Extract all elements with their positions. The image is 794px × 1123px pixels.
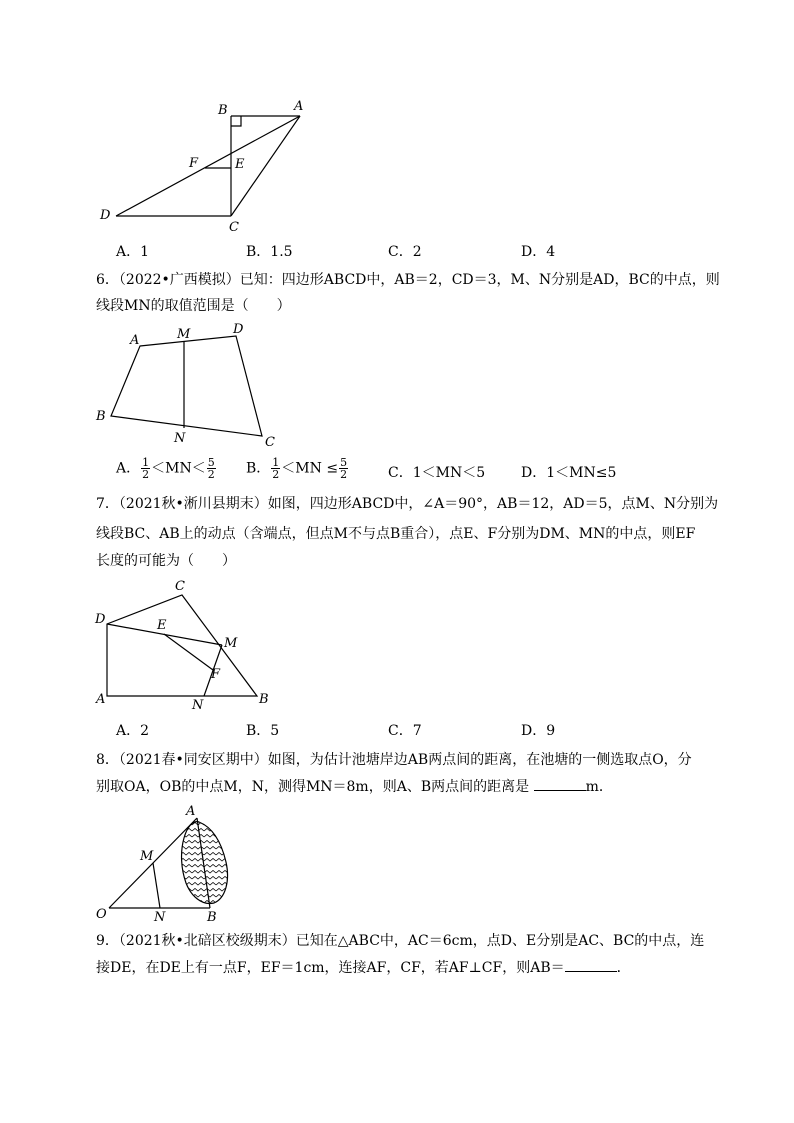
q9-stem-line2 xyxy=(96,958,716,978)
q5-label-a: A xyxy=(294,99,304,114)
q8-unit: m． xyxy=(585,779,613,795)
q6-option-b[interactable]: B． $\frac{1}{2}$ ＜MN ≤ $\frac{5}{2}$ xyxy=(246,456,348,481)
q5-label-f: F xyxy=(189,156,199,171)
q6-quadrilateral xyxy=(111,336,262,436)
q9-stem-text: 接DE，在DE上有一点F，EF＝1cm，连接AF，CF，若AF⊥CF，则AB＝ xyxy=(96,960,565,976)
q6-option-d[interactable]: D．1＜MN≤5 xyxy=(521,465,617,481)
q6-label-b: B xyxy=(96,409,106,424)
q8-label-b: B xyxy=(207,910,217,925)
q7-stem-line2: 线段BC、AB上的动点（含端点，但点M不与点B重合），点E、F分别为DM、MN的中点，则EF xyxy=(96,526,696,542)
q8-label-n: N xyxy=(154,910,166,925)
q7-label-e: E xyxy=(157,618,167,633)
q5-label-b: B xyxy=(218,103,228,118)
q6-label-m: M xyxy=(177,327,191,342)
q8-stem-line2 xyxy=(96,777,716,797)
q9-end-mark: ． xyxy=(616,960,631,976)
q8-figure xyxy=(90,800,250,925)
q5-right-angle-mark xyxy=(231,116,241,126)
q6-label-n: N xyxy=(174,431,186,446)
q6-stem-line1: 6．（2022•广西模拟）已知：四边形ABCD中，AB＝2，CD＝3，M、N分别是AD，BC的中点，则 xyxy=(96,272,720,288)
q8-pond-shape xyxy=(182,822,228,904)
q7-label-m: M xyxy=(224,636,238,651)
q6-label-a: A xyxy=(130,333,140,348)
q5-option-a[interactable]: A．1 xyxy=(116,244,150,260)
q6-label-d: D xyxy=(233,322,244,337)
q7-label-f: F xyxy=(211,667,221,682)
q7-label-a: A xyxy=(96,692,106,707)
q5-label-c: C xyxy=(229,220,239,235)
q6-label-c: C xyxy=(265,435,275,450)
q6-option-c[interactable]: C．1＜MN＜5 xyxy=(388,465,486,481)
q5-option-d[interactable]: D．4 xyxy=(521,244,556,260)
q6-option-a[interactable]: A． $\frac{1}{2}$ ＜MN＜ $\frac{5}{2}$ xyxy=(116,456,215,481)
q5-label-d: D xyxy=(100,208,111,223)
q5-option-b[interactable]: B．1.5 xyxy=(246,244,293,260)
q7-option-c[interactable]: C．7 xyxy=(388,723,422,739)
q7-option-d[interactable]: D．9 xyxy=(521,723,556,739)
q8-label-m: M xyxy=(140,849,154,864)
q7-label-n: N xyxy=(192,698,204,713)
q8-label-a: A xyxy=(186,804,196,819)
q8-segment-mn xyxy=(153,863,160,908)
q8-stem-line1: 8．（2021春•同安区期中）如图，为估计池塘岸边AB两点间的距离，在池塘的一侧选取点O，分 xyxy=(96,752,692,768)
q7-stem-line3: 长度的可能为（ ） xyxy=(96,553,236,569)
q7-label-c: C xyxy=(175,579,185,594)
q7-option-b[interactable]: B．5 xyxy=(246,723,280,739)
q7-label-d: D xyxy=(95,612,106,627)
q8-stem-text: 别取OA，OB的中点M，N，测得MN＝8m，则A、B两点间的距离是 xyxy=(96,779,530,795)
q8-label-o: O xyxy=(96,907,107,922)
q9-stem-line1: 9．（2021秋•北碚区校级期末）已知在△ABC中，AC＝6cm，点D、E分别是AC、BC的中点，连 xyxy=(96,933,705,949)
q6-figure xyxy=(90,320,290,450)
q5-segment-da xyxy=(116,116,300,216)
q7-stem-line1: 7．（2021秋•淅川县期末）如图，四边形ABCD中，∠A＝90°，AB＝12，AD＝5，点M、N分别为 xyxy=(96,496,719,512)
q5-label-e: E xyxy=(235,157,245,172)
q5-option-c[interactable]: C．2 xyxy=(388,244,422,260)
q5-figure xyxy=(90,95,320,235)
q7-label-b: B xyxy=(259,692,269,707)
q6-stem-line2: 线段MN的取值范围是（ ） xyxy=(96,298,291,314)
q7-figure xyxy=(90,575,280,715)
q9-answer-blank[interactable] xyxy=(565,959,617,972)
q8-answer-blank[interactable] xyxy=(534,778,586,791)
q7-option-a[interactable]: A．2 xyxy=(116,723,150,739)
